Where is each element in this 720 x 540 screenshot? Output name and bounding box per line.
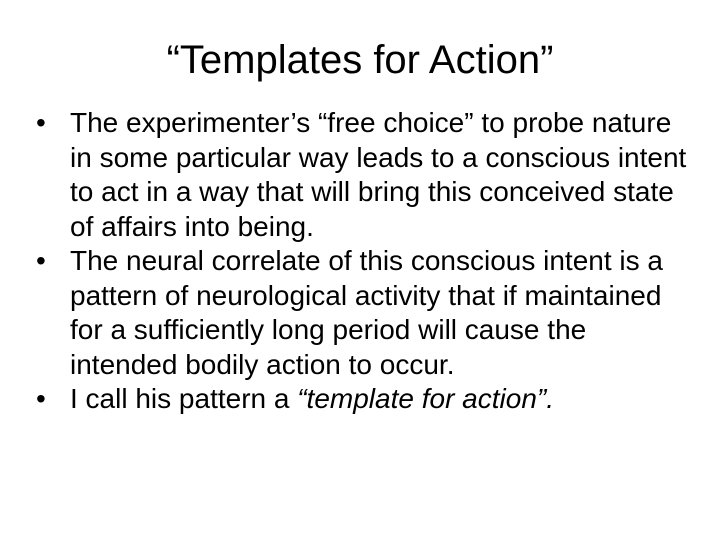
bullet-item <box>36 382 696 417</box>
bullet-marker: • <box>36 107 46 138</box>
bullet-item <box>36 244 696 382</box>
bullet-marker: • <box>36 383 46 414</box>
bullet-emphasis-text: “template for action”. <box>297 383 555 414</box>
bullet-text: The neural correlate of this conscious intent is a pattern of neurological activity that if maintained for a sufficiently long period will cause the intended bodily action to occur. <box>70 245 663 380</box>
bullet-item <box>36 106 696 244</box>
bullet-list <box>36 106 696 417</box>
bullet-text: I call his pattern a <box>70 383 298 414</box>
bullet-marker: • <box>36 245 46 276</box>
slide-title: “Templates for Action” <box>166 38 554 82</box>
bullet-text: The experimenter’s “free choice” to probe nature in some particular way leads to a conscious intent to act in a way that will bring this conceived state of affairs into being. <box>70 107 687 242</box>
